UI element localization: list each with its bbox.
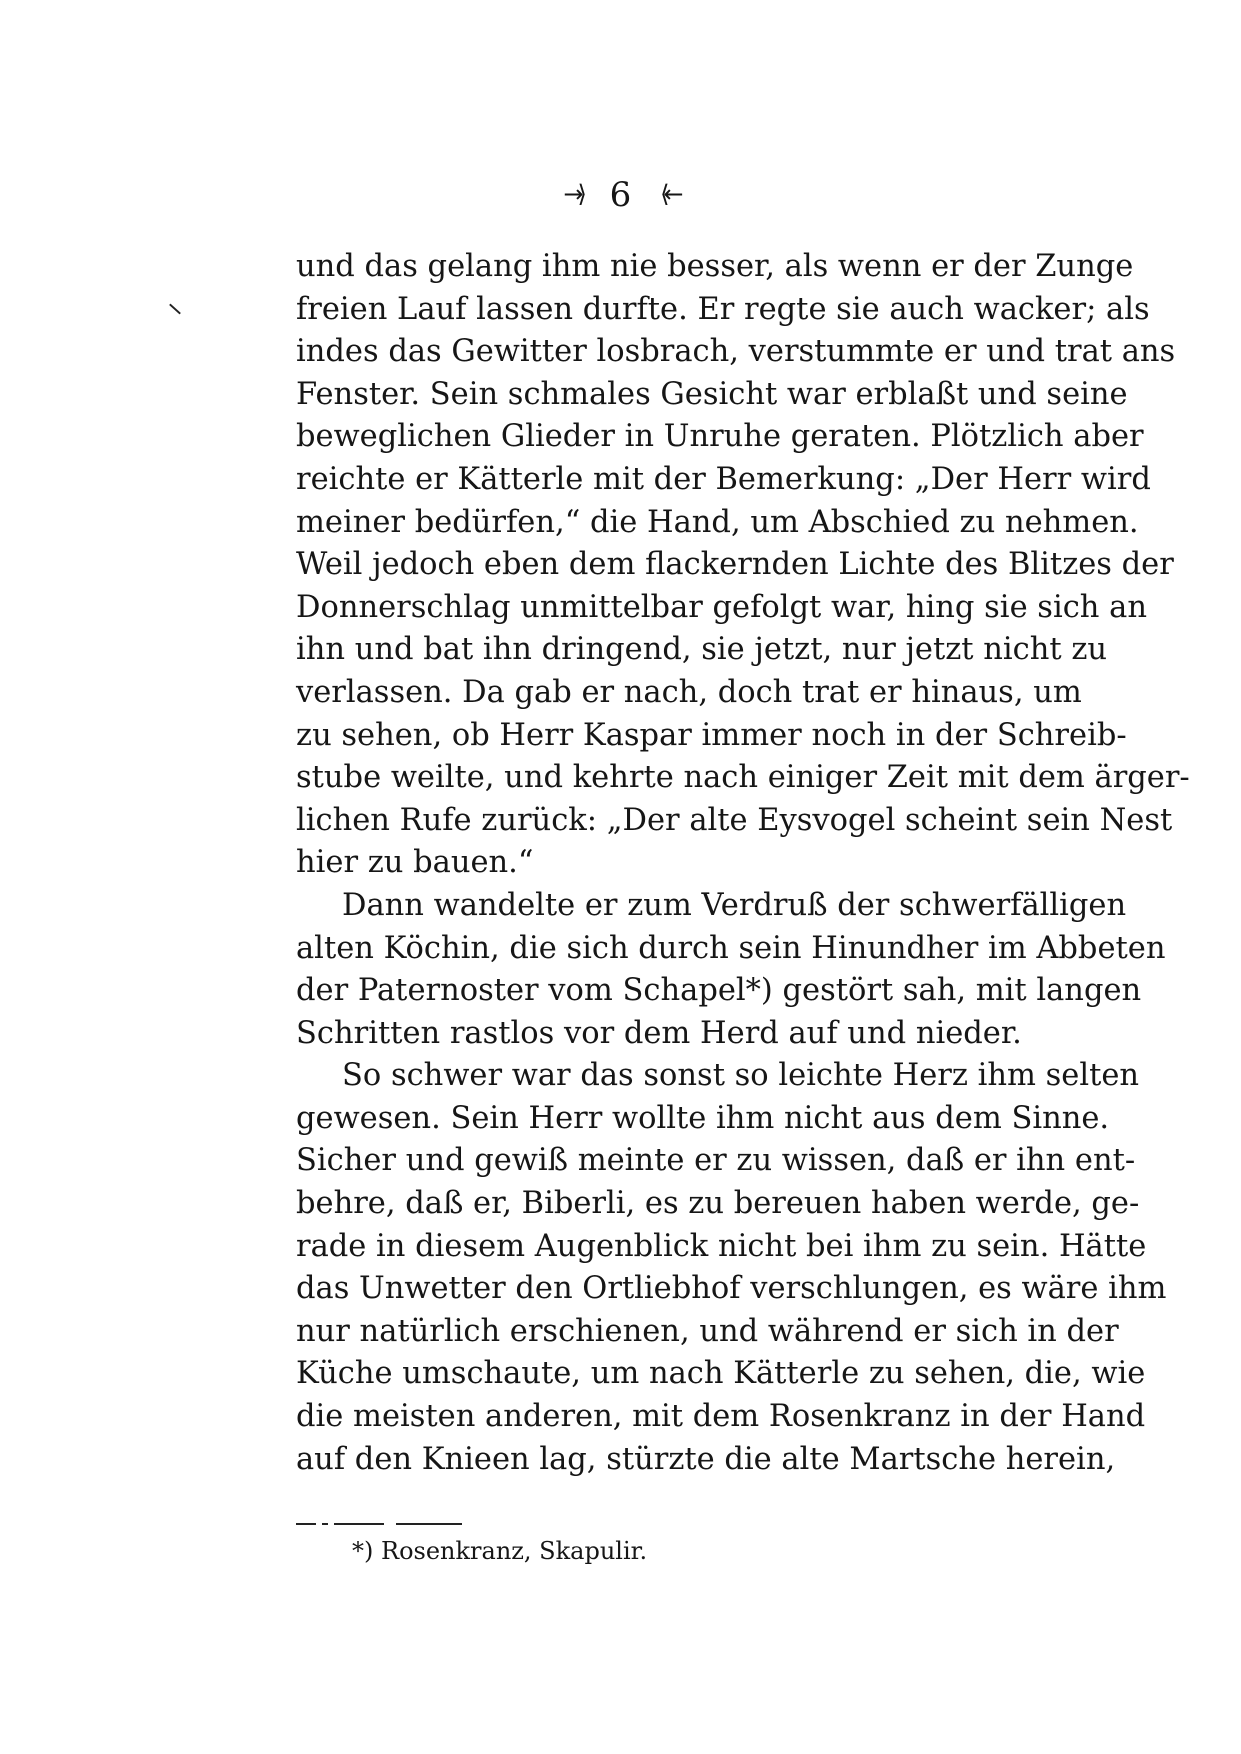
text-line: ihn und bat ihn dringend, sie jetzt, nur jetzt nicht zu: [296, 632, 1108, 668]
text-line: zu sehen, ob Herr Kaspar immer noch in der Schreib-: [296, 717, 1127, 753]
text-line: rade in diesem Augenblick nicht bei ihm zu sein. Hätte: [296, 1228, 1147, 1264]
page-header: [0, 174, 1241, 215]
rule-segment: [334, 1523, 384, 1525]
ornament-left: →⟩: [563, 180, 581, 208]
text-line: indes das Gewitter losbrach, verstummte er und trat ans: [296, 334, 1176, 370]
text-line: Dann wandelte er zum Verdruß der schwerfälligen: [342, 887, 1127, 923]
rule-segment: [396, 1523, 462, 1525]
text-line: alten Köchin, die sich durch sein Hinundher im Abbeten: [296, 930, 1166, 966]
text-line: freien Lauf lassen durfte. Er regte sie auch wacker; als: [296, 291, 1150, 327]
footnote: *) Rosenkranz, Skapulir.: [352, 1537, 648, 1565]
text-line: Donnerschlag unmittelbar gefolgt war, hing sie sich an: [296, 589, 1147, 625]
rule-segment: [296, 1523, 316, 1525]
text-line: Küche umschaute, um nach Kätterle zu sehen, die, wie: [296, 1356, 1146, 1392]
body-text: [296, 246, 1190, 1481]
text-line: reichte er Kätterle mit der Bemerkung: „Der Herr wird: [296, 461, 1151, 497]
text-line: beweglichen Glieder in Unruhe geraten. Plötzlich aber: [296, 419, 1144, 455]
text-line: nur natürlich erschienen, und während er sich in der: [296, 1313, 1119, 1349]
stray-ink-mark: [169, 304, 181, 315]
text-line: gewesen. Sein Herr wollte ihm nicht aus dem Sinne.: [296, 1100, 1110, 1136]
ornament-right: ⟨←: [660, 180, 678, 208]
text-line: verlassen. Da gab er nach, doch trat er hinaus, um: [296, 674, 1082, 710]
text-line: behre, daß er, Biberli, es zu bereuen haben werde, ge-: [296, 1186, 1140, 1222]
text-line: die meisten anderen, mit dem Rosenkranz in der Hand: [296, 1399, 1146, 1435]
text-line: Fenster. Sein schmales Gesicht war erblaßt und seine: [296, 376, 1128, 412]
text-line: stube weilte, und kehrte nach einiger Zeit mit dem ärger-: [296, 760, 1190, 796]
text-line: auf den Knieen lag, stürzte die alte Martsche herein,: [296, 1441, 1116, 1477]
text-line: meiner bedürfen,“ die Hand, um Abschied zu nehmen.: [296, 504, 1139, 540]
footnote-rule: [296, 1518, 466, 1530]
rule-segment: [322, 1523, 328, 1525]
text-line: hier zu bauen.“: [296, 845, 534, 881]
text-line: der Paternoster vom Schapel*) gestört sah, mit langen: [296, 973, 1142, 1009]
page-number: 6: [609, 175, 632, 215]
text-line: Weil jedoch eben dem flackernden Lichte des Blitzes der: [296, 547, 1174, 583]
text-line: und das gelang ihm nie besser, als wenn er der Zunge: [296, 249, 1134, 284]
text-line: So schwer war das sonst so leichte Herz ihm selten: [342, 1058, 1140, 1094]
text-line: Schritten rastlos vor dem Herd auf und nieder.: [296, 1015, 1022, 1051]
text-line: lichen Rufe zurück: „Der alte Eysvogel scheint sein Nest: [296, 802, 1173, 838]
text-line: Sicher und gewiß meinte er zu wissen, daß er ihn ent-: [296, 1143, 1136, 1179]
text-line: das Unwetter den Ortliebhof verschlungen, es wäre ihm: [296, 1271, 1167, 1307]
